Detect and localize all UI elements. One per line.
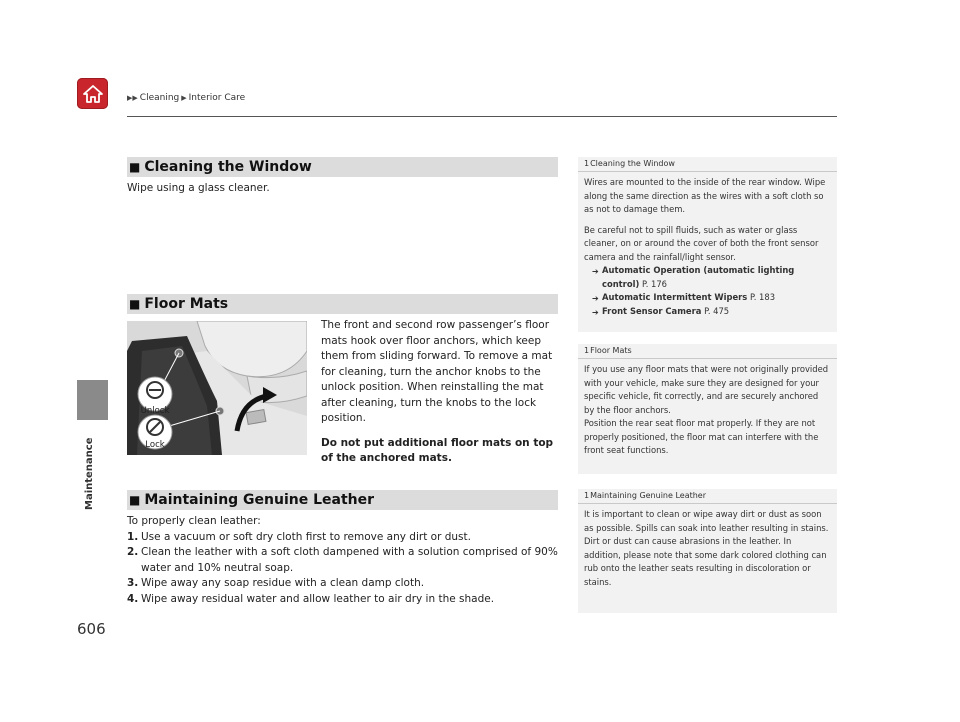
- section-header-floor-mats: ■ Floor Mats: [127, 294, 558, 314]
- reference-arrow-icon: ➔: [592, 267, 599, 276]
- home-icon: [82, 84, 104, 104]
- breadcrumb-item-cleaning[interactable]: Cleaning: [139, 93, 180, 103]
- floor-mat-anchor-image: [127, 321, 307, 455]
- square-bullet-icon: ■: [129, 297, 141, 311]
- reference-arrow-icon: ➔: [592, 307, 599, 317]
- breadcrumb-item-interior-care[interactable]: Interior Care: [188, 93, 246, 103]
- window-text: Wipe using a glass cleaner.: [127, 182, 270, 194]
- lock-label: Lock: [145, 440, 165, 450]
- breadcrumb-arrow-icon: ▶: [181, 94, 187, 102]
- reference-arrow-icon: ➔: [592, 294, 599, 303]
- xref-link[interactable]: ➔ Automatic Intermittent Wipers P. 183: [584, 291, 829, 305]
- chapter-label: Maintenance: [84, 437, 95, 510]
- note-window: 1Cleaning the Window Wires are mounted to the inside of the rear window. Wipe along the same direction as the wires with a soft cloth so as not to damage them. Be careful not to spill fluids, such as water or glass cleaner, on or around the cover of both the front sensor camera and the rainfall/light sensor. ➔ Automatic Operation (automatic lighting control) P. 176 ➔ Automatic Intermittent Wipers P. 183 ➔ Front Sensor Camera P. 475: [578, 157, 837, 332]
- floor-mats-warning: Do not put additional floor mats on top of the anchored mats.: [321, 436, 554, 464]
- breadcrumb-arrow-icon: ▶▶: [127, 94, 138, 102]
- square-bullet-icon: ■: [129, 160, 141, 174]
- chapter-tab[interactable]: [77, 380, 108, 420]
- breadcrumb: [127, 93, 245, 103]
- leather-instructions: To properly clean leather: 1. Use a vacuum or soft dry cloth first to remove any dirt or dust. 2. Clean the leather with a soft cloth dampened with a solution comprised of 90% water and 10% neutral soap. 3. Wipe away any soap residue with a clean damp cloth. 4. Wipe away residual water and allow leather to air dry in the shade.: [127, 515, 558, 605]
- unlock-label: Unlock: [140, 406, 170, 416]
- home-button[interactable]: [77, 78, 108, 109]
- square-bullet-icon: ■: [129, 493, 141, 507]
- xref-link[interactable]: ➔ Front Sensor Camera P. 475: [584, 305, 829, 319]
- note-leather: 1Maintaining Genuine Leather It is important to clean or wipe away dirt or dust as soon as possible. Spills can soak into leather resulting in stains. Dirt or dust can cause abrasions in the leather. In addition, please note that some dark colored clothing can rub onto the leather seats resulting in discoloration or stains.: [578, 489, 837, 613]
- header-divider: [127, 116, 837, 117]
- note-floor-mats: 1Floor Mats If you use any floor mats that were not originally provided with your vehicle, make sure they are designed for your specific vehicle, fit correctly, and are securely anchored by the floor anchors. Position the rear seat floor mat properly. If they are not properly positioned, the floor mat can interfere with the front seat functions.: [578, 344, 837, 474]
- section-header-leather: ■ Maintaining Genuine Leather: [127, 490, 558, 510]
- section-header-window: ■ Cleaning the Window: [127, 157, 558, 177]
- page-number: 606: [77, 620, 106, 638]
- floor-mats-text: The front and second row passenger’s floor mats hook over floor anchors, which keep them from sliding forward. To remove a mat for cleaning, turn the anchor knobs to the unlock position. When reinstalling the mat after cleaning, turn the knobs to the lock position. Do not put additional floor mats on top of the anchored mats.: [321, 318, 559, 467]
- xref-link[interactable]: ➔ Automatic Operation (automatic lighting control) P. 176: [592, 265, 795, 289]
